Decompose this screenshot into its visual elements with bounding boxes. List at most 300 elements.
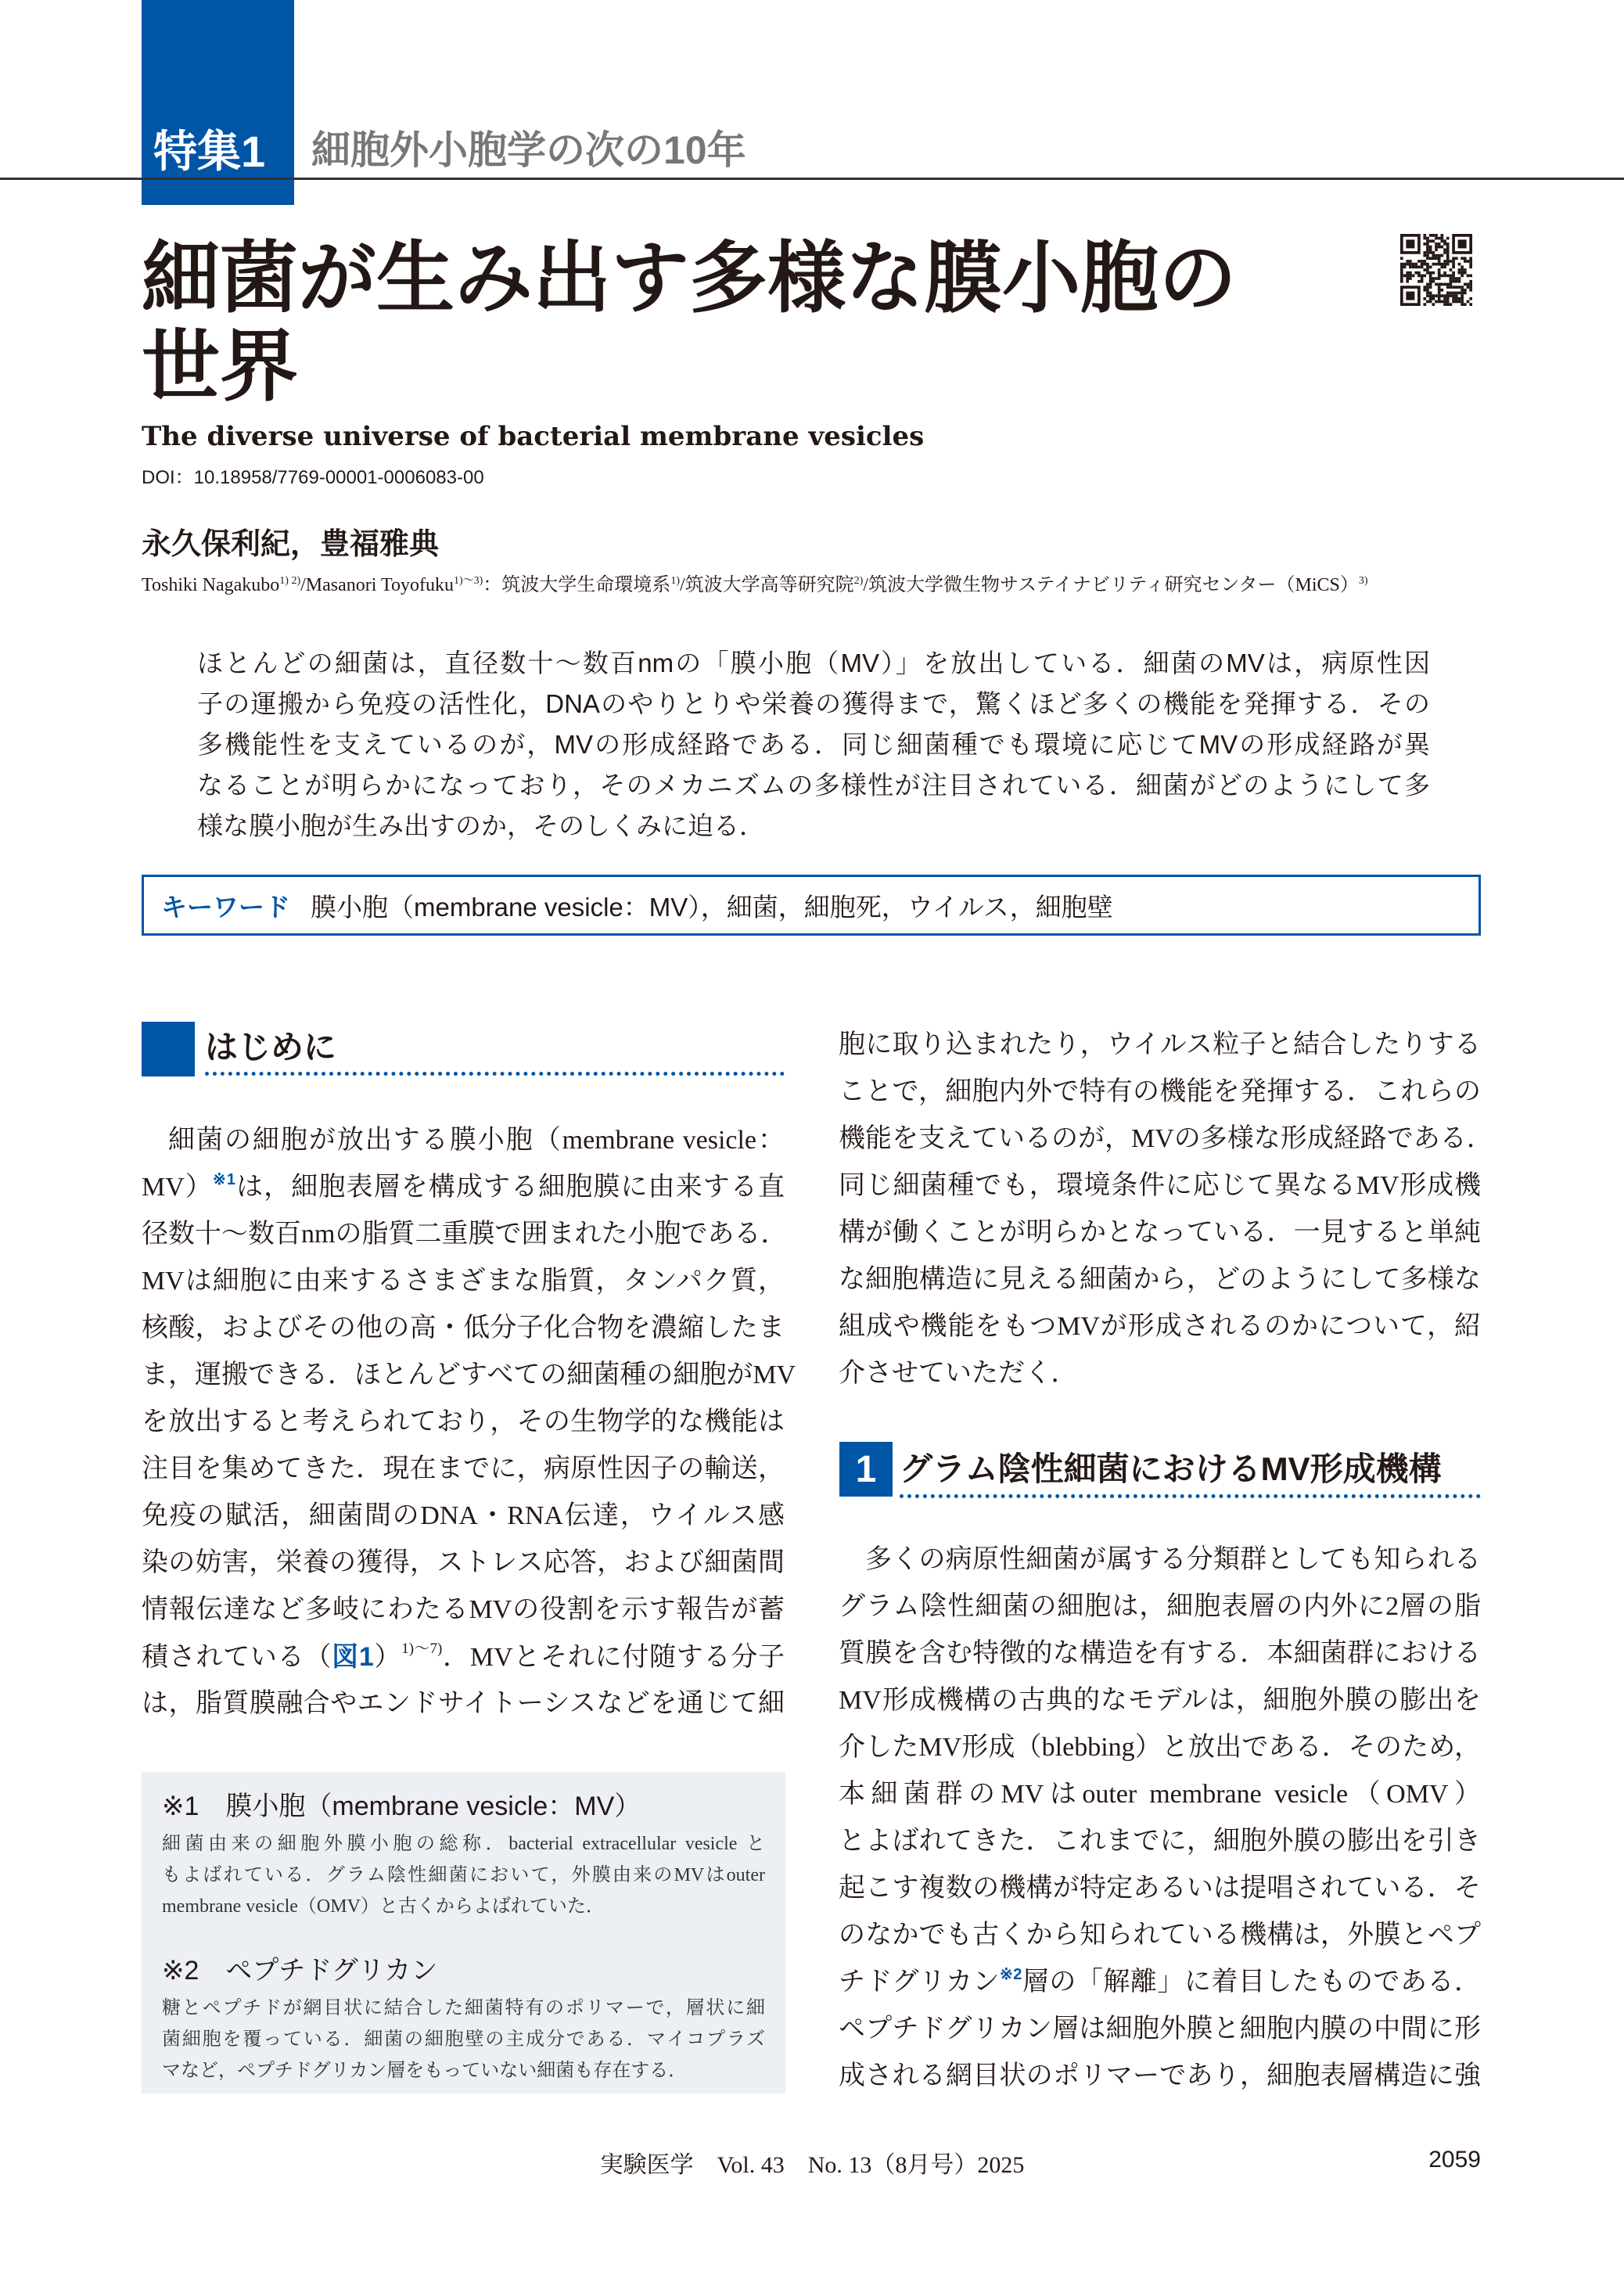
qr-module — [1429, 275, 1432, 278]
qr-module — [1426, 268, 1429, 271]
qr-module — [1455, 297, 1458, 300]
qr-module — [1435, 283, 1438, 286]
text-line — [197, 643, 1430, 684]
footnote — [162, 1784, 765, 1922]
qr-module — [1446, 251, 1450, 254]
qr-module — [1421, 263, 1424, 266]
qr-module — [1464, 303, 1467, 306]
qr-module — [1426, 237, 1429, 240]
qr-module — [1429, 246, 1432, 249]
qr-module — [1435, 263, 1438, 266]
affiliations — [142, 569, 1368, 596]
qr-module — [1438, 277, 1441, 280]
qr-module — [1461, 268, 1464, 271]
affiliation-marker: 1)〜3) — [453, 575, 483, 587]
qr-module — [1438, 275, 1441, 278]
text: 注目を集めてきた．現在までに，病原性因子の輸送， — [142, 1454, 785, 1483]
qr-module — [1423, 254, 1426, 257]
qr-module — [1443, 297, 1446, 300]
text: 介させていただく． — [839, 1359, 1078, 1388]
qr-module — [1426, 289, 1429, 292]
qr-module — [1435, 246, 1438, 249]
qr-module — [1406, 263, 1409, 266]
text-line — [839, 1771, 1481, 1818]
qr-module — [1467, 275, 1470, 278]
text-line — [142, 1493, 785, 1540]
qr-module — [1426, 263, 1429, 266]
series-title: 細胞外小胞学の次の10年 — [311, 128, 746, 172]
qr-module — [1412, 263, 1415, 266]
text-line — [839, 1209, 1481, 1256]
text: Toshiki Nagakubo — [142, 575, 280, 595]
qr-module — [1443, 300, 1446, 304]
qr-module — [1426, 283, 1429, 286]
qr-module — [1446, 248, 1450, 251]
qr-module — [1435, 300, 1438, 304]
qr-module — [1450, 268, 1453, 271]
text: な細胞構造に見える細菌から，どのようにして多様な — [839, 1265, 1481, 1294]
qr-module — [1469, 280, 1472, 283]
qr-module — [1406, 239, 1414, 248]
qr-module — [1426, 246, 1429, 249]
text-line — [162, 1891, 765, 1922]
text: 層の「解離」に着目したものである． — [1022, 1968, 1481, 1996]
text: /筑波大学高等研究院 — [679, 575, 854, 595]
text-line — [142, 1540, 785, 1587]
qr-module — [1400, 268, 1403, 271]
affiliation-marker: 3) — [1358, 575, 1368, 587]
qr-module — [1438, 292, 1441, 295]
qr-module — [1458, 297, 1461, 300]
footnote-body — [162, 1993, 765, 2086]
qr-module — [1446, 297, 1450, 300]
text: 起こす複数の機構が特定あるいは提唱されている．そ — [839, 1874, 1481, 1903]
keywords-text: 膜小胞（membrane vesicle：MV），細菌，細胞死，ウイルス，細胞壁 — [311, 892, 1113, 922]
text: MVは細胞に由来するさまざまな脂質，タンパク質， — [142, 1267, 785, 1296]
text: MV形成機構の古典的なモデルは，細胞外膜の膨出を — [839, 1686, 1481, 1715]
qr-module — [1441, 246, 1444, 249]
qr-module — [1421, 280, 1424, 283]
text-line — [839, 1865, 1481, 1912]
qr-module — [1426, 257, 1429, 260]
text: マなど，ペプチドグリカン層をもっていない細菌も存在する． — [162, 2061, 688, 2081]
qr-module — [1438, 254, 1441, 257]
text-line — [839, 1022, 1481, 1069]
qr-module — [1409, 263, 1412, 266]
qr-module — [1406, 260, 1409, 263]
footnote-title: ※1 膜小胞（membrane vesicle：MV） — [162, 1792, 641, 1821]
qr-module — [1400, 280, 1403, 283]
qr-module — [1435, 277, 1438, 280]
qr-module — [1443, 260, 1446, 263]
qr-module — [1452, 263, 1455, 266]
footnote-marker[interactable]: ※2 — [1000, 1966, 1022, 1983]
qr-module — [1441, 289, 1444, 292]
text: のなかでも古くから知られている機構は，外膜とペプ — [839, 1921, 1481, 1950]
qr-module — [1429, 265, 1432, 268]
text-line — [142, 1305, 785, 1352]
qr-module — [1446, 237, 1450, 240]
text: なることが明らかになっており，そのメカニズムの多様性が注目されている．細菌がどのようにして多 — [197, 771, 1430, 800]
footnote-body — [162, 1828, 765, 1922]
qr-module — [1426, 251, 1429, 254]
qr-module — [1400, 271, 1403, 275]
text-line — [142, 1211, 788, 1258]
qr-module — [1464, 268, 1467, 271]
qr-module — [1443, 303, 1446, 306]
text: 糖とペプチドが網目状に結合した細菌特有のポリマーで，層状に細 — [162, 1998, 765, 2018]
qr-module — [1423, 234, 1426, 237]
qr-module — [1441, 239, 1444, 243]
qr-module — [1426, 294, 1429, 297]
qr-module — [1429, 280, 1432, 283]
qr-module — [1429, 248, 1432, 251]
qr-module — [1441, 294, 1444, 297]
qr-module — [1432, 271, 1435, 275]
qr-module — [1443, 271, 1446, 275]
qr-module — [1438, 283, 1441, 286]
qr-module — [1435, 237, 1438, 240]
text-line — [142, 1680, 785, 1727]
qr-module — [1461, 300, 1464, 304]
qr-module — [1461, 297, 1464, 300]
text: 質膜を含む特徴的な構造を有する．本細菌群における — [839, 1639, 1481, 1668]
qr-module — [1450, 294, 1453, 297]
qr-module — [1458, 239, 1467, 248]
text: ） — [373, 1643, 402, 1672]
qr-module — [1423, 260, 1426, 263]
qr-module — [1469, 283, 1472, 286]
affiliation-marker: 1) — [670, 575, 680, 587]
qr-module — [1400, 257, 1403, 260]
qr-module — [1455, 292, 1458, 295]
qr-module — [1417, 260, 1421, 263]
text-line — [142, 1587, 785, 1633]
text-line — [162, 2055, 765, 2086]
qr-module — [1441, 237, 1444, 240]
text: 細菌の細胞が放出する膜小胞（membrane vesicle： — [168, 1126, 785, 1155]
qr-module — [1435, 234, 1438, 237]
qr-module — [1438, 257, 1441, 260]
qr-module — [1446, 283, 1450, 286]
qr-module — [1443, 265, 1446, 268]
qr-module — [1452, 286, 1455, 289]
qr-module — [1452, 294, 1455, 297]
text-line — [839, 1583, 1481, 1630]
section-1-body — [839, 1536, 1481, 2100]
text-line — [197, 684, 1430, 724]
qr-module — [1426, 248, 1429, 251]
english-title: The diverse universe of bacterial membrane vesicles — [142, 421, 925, 452]
qr-module — [1446, 294, 1450, 297]
text: 核酸，およびその他の高・低分子化合物を濃縮したま — [142, 1314, 785, 1342]
text-line — [162, 1860, 765, 1891]
text: を放出すると考えられており，その生物学的な機能は — [142, 1407, 785, 1436]
qr-module — [1438, 297, 1441, 300]
qr-module — [1446, 263, 1450, 266]
text: は，脂質膜融合やエンドサイトーシスなどを通じて細 — [142, 1689, 785, 1718]
qr-module — [1443, 283, 1446, 286]
text: 介したMV形成（blebbing）と放出である．そのため， — [839, 1733, 1481, 1762]
qr-module — [1450, 303, 1453, 306]
qr-module — [1458, 300, 1461, 304]
article-title-line-2: 世界 — [142, 323, 298, 411]
qr-module — [1423, 289, 1426, 292]
qr-module — [1403, 263, 1407, 266]
qr-module — [1446, 286, 1450, 289]
qr-module — [1469, 260, 1472, 263]
text-line — [142, 1633, 785, 1680]
qr-module — [1458, 286, 1461, 289]
qr-module — [1423, 263, 1426, 266]
qr-module — [1435, 257, 1438, 260]
qr-module — [1441, 283, 1444, 286]
text: 菌細胞を覆っている．細菌の細胞壁の主成分である．マイコプラズ — [162, 2029, 765, 2050]
qr-module — [1429, 294, 1432, 297]
qr-module — [1450, 280, 1453, 283]
qr-module — [1458, 277, 1461, 280]
text: 組成や機能をもつMVが形成されるのかについて，紹 — [839, 1312, 1481, 1341]
qr-module — [1438, 289, 1441, 292]
qr-module — [1409, 260, 1412, 263]
qr-module — [1443, 294, 1446, 297]
qr-module — [1450, 283, 1453, 286]
citation[interactable]: 1)〜7) — [401, 1641, 443, 1657]
intro-body-continued — [839, 1022, 1493, 1397]
qr-module — [1461, 294, 1464, 297]
qr-module — [1467, 300, 1470, 304]
qr-module — [1467, 286, 1470, 289]
qr-module — [1446, 243, 1450, 246]
qr-module — [1423, 268, 1426, 271]
doi[interactable]: DOI：10.18958/7769-00001-0006083-00 — [142, 467, 484, 488]
qr-module — [1458, 263, 1461, 266]
qr-module — [1450, 275, 1453, 278]
qr-module — [1458, 268, 1461, 271]
qr-module — [1429, 297, 1432, 300]
text: は，細胞表層を構成する細胞膜に由来する直 — [235, 1173, 785, 1202]
text: ．MVとそれに付随する分子 — [442, 1643, 785, 1672]
text: 同じ細菌種でも，環境条件に応じて異なるMV形成機 — [839, 1171, 1481, 1200]
qr-module — [1464, 292, 1467, 295]
text: /Masanori Toyofuku — [300, 575, 454, 595]
text-line — [142, 1258, 785, 1305]
qr-module — [1450, 260, 1453, 263]
qr-module — [1446, 260, 1450, 263]
qr-module — [1406, 271, 1409, 275]
qr-module — [1461, 292, 1464, 295]
qr-module — [1464, 289, 1467, 292]
qr-module — [1469, 289, 1472, 292]
qr-module — [1429, 239, 1432, 243]
text: 機能を支えているのが，MVの多様な形成経路である． — [839, 1124, 1493, 1153]
qr-module — [1458, 280, 1461, 283]
page-number: 2059 — [1428, 2147, 1481, 2173]
qr-module — [1435, 254, 1438, 257]
qr-module — [1467, 260, 1470, 263]
qr-module — [1443, 239, 1446, 243]
qr-module — [1443, 243, 1446, 246]
text-line — [839, 1536, 1481, 1583]
qr-module — [1421, 275, 1424, 278]
qr-module — [1438, 263, 1441, 266]
text-line — [839, 1630, 1481, 1677]
qr-module — [1446, 300, 1450, 304]
qr-module — [1426, 286, 1429, 289]
qr-module — [1446, 275, 1450, 278]
figure-reference[interactable]: 図1 — [332, 1642, 374, 1672]
text: 本細菌群のMVはouter membrane vesicle（OMV） — [839, 1780, 1481, 1809]
text-line — [839, 1818, 1481, 1865]
text-line — [839, 1912, 1481, 1959]
qr-module — [1400, 277, 1403, 280]
qr-module — [1443, 263, 1446, 266]
qr-module — [1432, 280, 1435, 283]
qr-module — [1429, 277, 1432, 280]
qr-module — [1438, 237, 1441, 240]
qr-module — [1409, 265, 1412, 268]
text-line — [142, 1399, 785, 1446]
qr-module — [1417, 275, 1421, 278]
text: とよばれてきた．これまでに，細胞外膜の膨出を引き — [839, 1827, 1481, 1856]
qr-module — [1414, 265, 1417, 268]
qr-module — [1467, 283, 1470, 286]
qr-module — [1464, 257, 1467, 260]
qr-module — [1438, 286, 1441, 289]
header-rule — [0, 178, 1624, 180]
qr-module — [1400, 263, 1403, 266]
qr-module — [1441, 300, 1444, 304]
qr-module — [1450, 286, 1453, 289]
text-line — [839, 1724, 1481, 1771]
qr-module — [1409, 271, 1412, 275]
qr-module — [1443, 251, 1446, 254]
footnotes-box — [142, 1772, 785, 2094]
qr-module — [1455, 286, 1458, 289]
article-title-line-1: 細菌が生み出す多様な膜小胞の — [142, 235, 1237, 322]
section-number: 1 — [839, 1442, 893, 1497]
qr-module — [1403, 275, 1407, 278]
text: ：筑波大学生命環境系 — [483, 575, 671, 595]
qr-code-icon[interactable] — [1400, 234, 1472, 306]
qr-module — [1429, 300, 1432, 304]
qr-module — [1452, 292, 1455, 295]
feature-label: 特集1 — [153, 127, 266, 176]
text: ま，運搬できる．ほとんどすべての細菌種の細胞がMV — [142, 1360, 796, 1389]
qr-module — [1441, 275, 1444, 278]
qr-module — [1446, 292, 1450, 295]
qr-module — [1458, 271, 1461, 275]
qr-module — [1464, 283, 1467, 286]
text: 胞に取り込まれたり，ウイルス粒子と結合したりする — [839, 1030, 1481, 1059]
qr-module — [1429, 234, 1432, 237]
text: 情報伝達など多岐にわたるMVの役割を示す報告が蓄 — [142, 1595, 785, 1624]
text-line — [839, 1677, 1481, 1724]
heading-section-1: グラム陰性細菌におけるMV形成機構 — [900, 1450, 1442, 1487]
text: ほとんどの細菌は，直径数十〜数百nmの「膜小胞（MV）」を放出している．細菌のMVは，病原性因 — [197, 649, 1430, 677]
qr-module — [1432, 257, 1435, 260]
qr-module — [1438, 294, 1441, 297]
qr-module — [1469, 263, 1472, 266]
qr-module — [1429, 271, 1432, 275]
qr-module — [1446, 246, 1450, 249]
text: 積されている（ — [142, 1643, 332, 1672]
qr-module — [1417, 265, 1421, 268]
heading-underline — [205, 1072, 785, 1076]
qr-module — [1446, 254, 1450, 257]
affiliation-marker: 2) — [853, 575, 864, 587]
text-line — [197, 724, 1430, 765]
text: /筑波大学微生物サステイナビリティ研究センター（MiCS） — [863, 575, 1359, 595]
qr-module — [1435, 243, 1438, 246]
qr-module — [1452, 257, 1455, 260]
text: 多機能性を支えているのが，MVの形成経路である．同じ細菌種でも環境に応じてMVの形成経路が異 — [197, 730, 1430, 759]
qr-module — [1455, 280, 1458, 283]
qr-module — [1432, 239, 1435, 243]
qr-module — [1450, 277, 1453, 280]
qr-module — [1464, 260, 1467, 263]
journal-footer: 実験医学 Vol. 43 No. 13（8月号）2025 — [599, 2152, 1025, 2178]
qr-module — [1426, 243, 1429, 246]
qr-module — [1441, 254, 1444, 257]
qr-module — [1421, 260, 1424, 263]
qr-module — [1409, 275, 1412, 278]
text-line — [839, 2053, 1481, 2100]
qr-module — [1423, 251, 1426, 254]
qr-module — [1414, 271, 1417, 275]
qr-module — [1469, 275, 1472, 278]
qr-module — [1450, 292, 1453, 295]
qr-module — [1426, 271, 1429, 275]
qr-module — [1438, 268, 1441, 271]
qr-module — [1426, 265, 1429, 268]
text-line — [839, 1350, 1481, 1397]
qr-module — [1461, 271, 1464, 275]
qr-module — [1461, 257, 1464, 260]
text-line — [197, 806, 1430, 846]
qr-module — [1432, 234, 1435, 237]
text-line — [142, 1352, 796, 1399]
footnote-marker[interactable]: ※1 — [213, 1171, 235, 1188]
qr-module — [1438, 243, 1441, 246]
text-line — [839, 1959, 1481, 2006]
qr-module — [1432, 254, 1435, 257]
qr-module — [1409, 277, 1412, 280]
qr-module — [1423, 297, 1426, 300]
qr-module — [1441, 263, 1444, 266]
text-line — [839, 1256, 1481, 1303]
qr-module — [1432, 303, 1435, 306]
text: グラム陰性細菌の細胞は，細胞表層の内外に2層の脂 — [839, 1592, 1481, 1621]
qr-module — [1469, 303, 1472, 306]
qr-module — [1455, 300, 1458, 304]
text-line — [142, 1446, 785, 1493]
qr-module — [1417, 271, 1421, 275]
qr-module — [1432, 251, 1435, 254]
qr-module — [1452, 280, 1455, 283]
qr-module — [1435, 248, 1438, 251]
qr-module — [1452, 260, 1455, 263]
text: 免疫の賦活，細菌間のDNA・RNA伝達，ウイルス感 — [142, 1501, 785, 1530]
footnote-title: ※2 ペプチドグリカン — [162, 1956, 438, 1986]
text-line — [142, 1117, 785, 1164]
qr-module — [1429, 257, 1432, 260]
text: membrane vesicle（OMV）と古くからよばれていた． — [162, 1896, 605, 1917]
qr-module — [1452, 275, 1455, 278]
text: 様な膜小胞が生み出すのか，そのしくみに迫る． — [197, 811, 765, 840]
qr-module — [1469, 257, 1472, 260]
qr-module — [1452, 277, 1455, 280]
